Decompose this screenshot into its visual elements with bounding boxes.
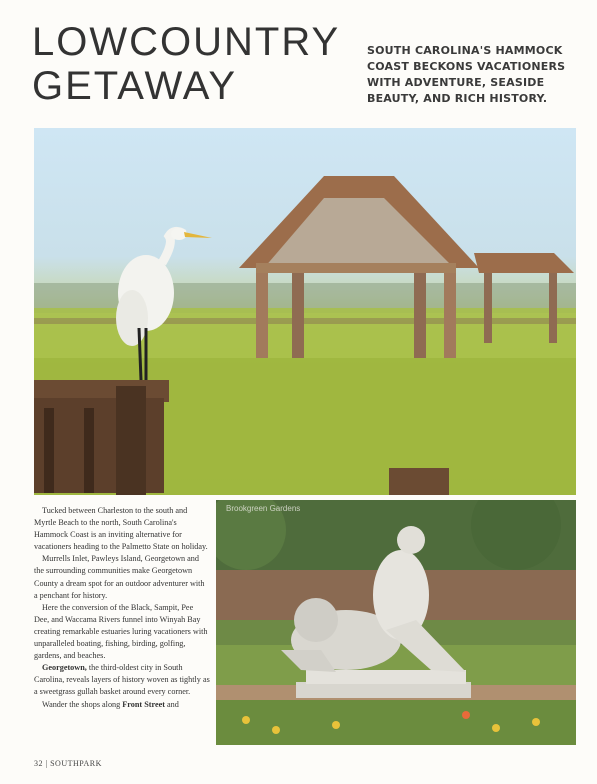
body-paragraph-4 xyxy=(34,662,210,698)
body-paragraph-5 xyxy=(34,699,210,711)
title-line-2: GETAWAY xyxy=(32,64,238,108)
georgetown-bold: Georgetown, xyxy=(42,663,87,673)
front-street-bold: Front Street xyxy=(122,699,165,709)
body-paragraph-4-text: the third-oldest city in South Carolina, reveals layers of history woven as tightly as a sweetgrass gullah basket around every corner. xyxy=(34,663,210,697)
page-folio xyxy=(34,759,102,768)
folio-separator: | xyxy=(45,759,48,768)
photo-credit: Brookgreen Gardens xyxy=(226,504,301,513)
body-paragraph-1: Tucked between Charleston to the south and Myrtle Beach to the north, South Carolina's Hammock Coast is an inviting alternative for vacationers heading to the Palmetto State on holiday. xyxy=(34,506,208,552)
body-paragraph-5-text: Wander the shops along xyxy=(42,699,123,709)
page-number: 32 xyxy=(34,759,43,768)
magazine-name: SOUTHPARK xyxy=(50,759,102,768)
hero-photo-egret xyxy=(34,128,576,495)
body-paragraph-3: Here the conversion of the Black, Sampit, Pee Dee, and Waccama Rivers funnel into Winyah Bay creating remarkable estuaries luring vacationers with unparalleled boating, fishing, birding, golfing, gardens, and beaches. xyxy=(34,602,208,661)
body-paragraph-5-end: and xyxy=(164,699,179,709)
article-title xyxy=(32,20,341,108)
article-body xyxy=(34,505,210,711)
body-paragraph-2: Murrells Inlet, Pawleys Island, Georgetown and the surrounding communities make Georgetown County a dream spot for an outdoor adventurer with a penchant for history. xyxy=(34,554,205,600)
title-line-1: LOWCOUNTRY xyxy=(32,20,341,64)
article-deck: SOUTH CAROLINA'S HAMMOCK COAST BECKONS VACATIONERS WITH ADVENTURE, SEASIDE BEAUTY, AND RICH HISTORY. xyxy=(367,44,566,105)
statue-photo-gardens xyxy=(216,500,576,745)
